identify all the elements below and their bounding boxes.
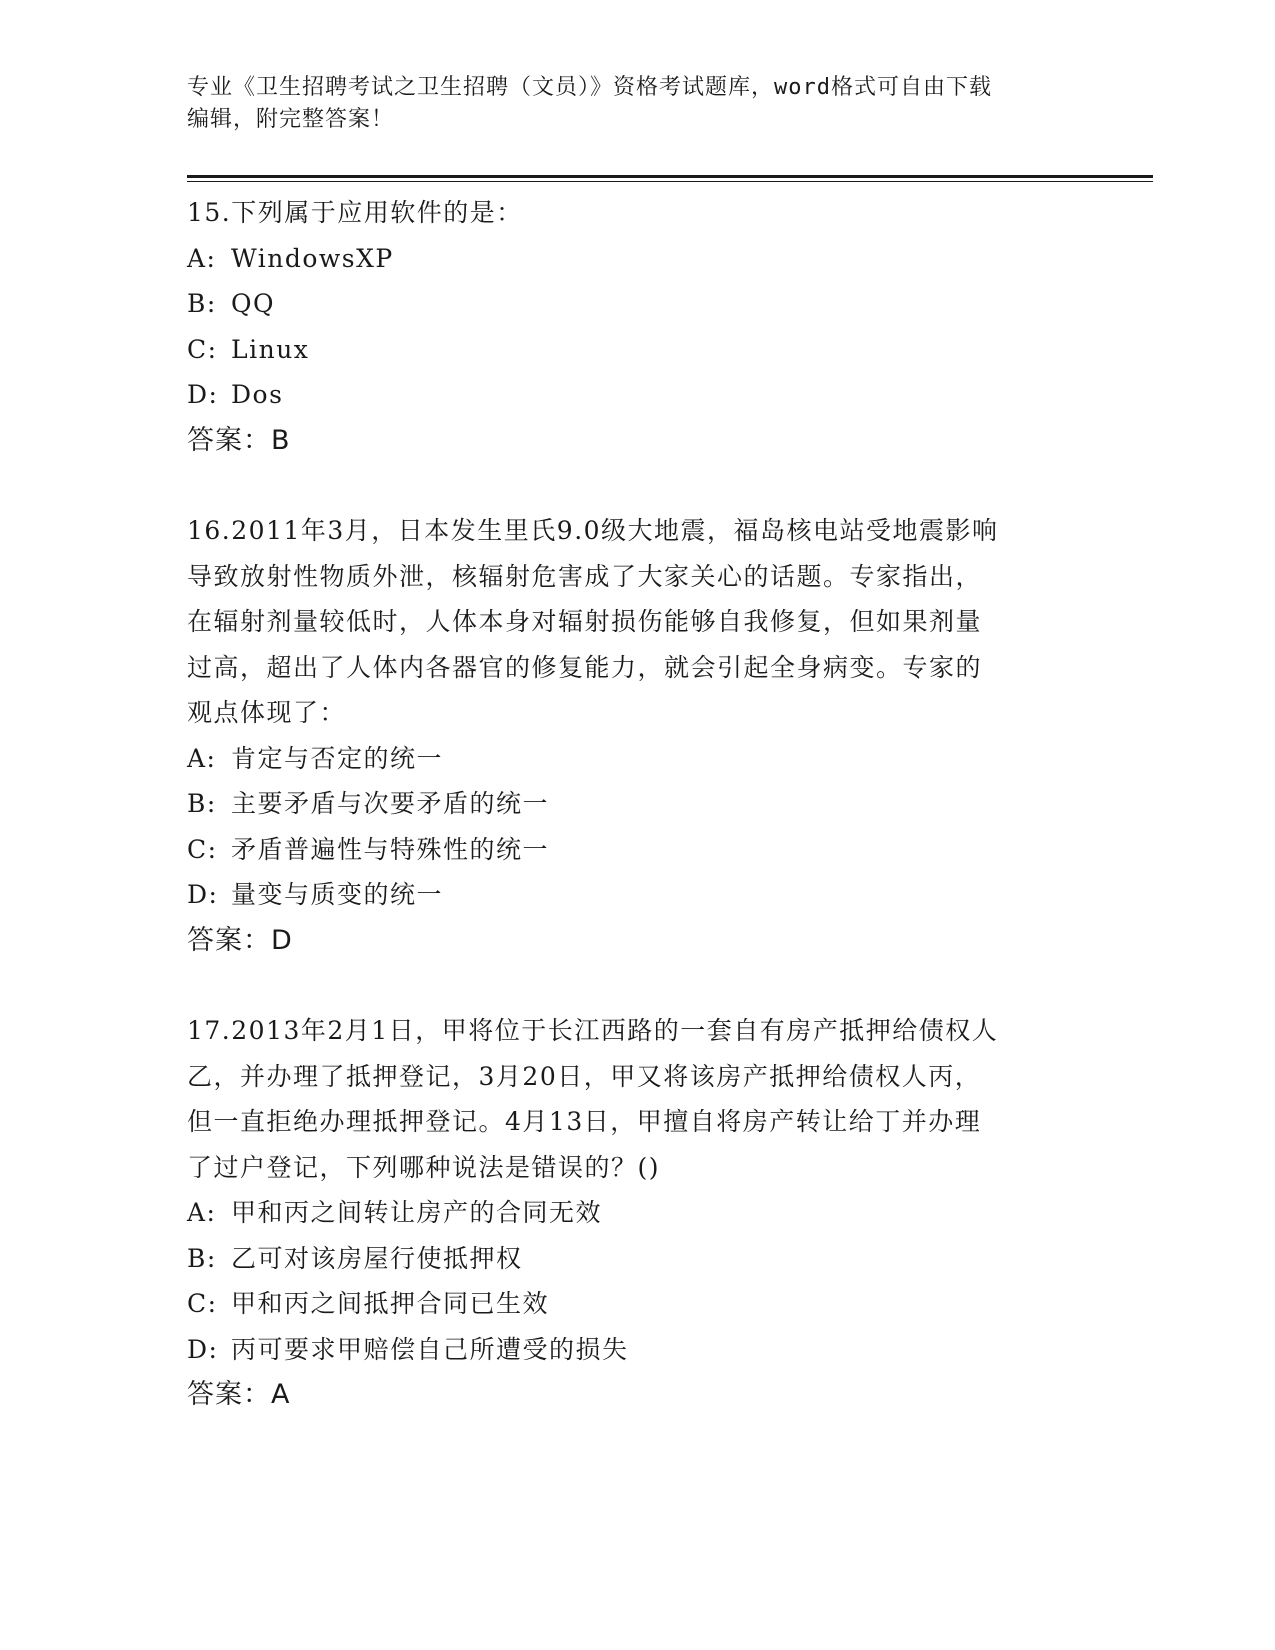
question-15 [187,190,1087,463]
option-c [187,327,1087,373]
option-key: D: [187,1334,219,1364]
header-divider-thick [187,175,1153,178]
option-d [187,372,1087,418]
question-stem-line: 但一直拒绝办理抵押登记。4月13日，甲擅自将房产转让给丁并办理 [187,1107,982,1136]
answer-label: 答案：B [187,424,291,456]
option-c [187,827,1087,873]
question-list [187,190,1087,1418]
option-key: D: [187,880,219,909]
option-b [187,781,1087,827]
option-text: 肯定与否定的统一 [231,743,444,773]
question-17 [187,1008,1087,1418]
option-a [187,236,1087,282]
question-stem-line: 过高，超出了人体内各器官的修复能力，就会引起全身病变。专家的 [187,652,983,682]
question-stem-line: 16.2011年3月，日本发生里氏9.0级大地震，福岛核电站受地震影响 [187,516,999,545]
option-text: QQ [231,289,275,318]
question-stem-line: 乙，并办理了抵押登记，3月20日，甲又将该房产抵押给债权人丙， [187,1061,982,1091]
option-key: B: [187,1243,217,1273]
header-line-1: 专业《卫生招聘考试之卫生招聘（文员）》资格考试题库，word格式可自由下载 [187,75,992,100]
question-stem-line: 17.2013年2月1日，甲将位于长江西路的一套自有房产抵押给债权人 [187,1016,999,1045]
option-text: 甲和丙之间转让房产的合同无效 [231,1198,603,1227]
question-stem-line: 在辐射剂量较低时，人体本身对辐射损伤能够自我修复，但如果剂量 [187,607,983,636]
option-d [187,872,1087,918]
question-16 [187,508,1087,963]
question-stem-line: 导致放射性物质外泄，核辐射危害成了大家关心的话题。专家指出， [187,561,983,591]
option-key: C: [187,1289,218,1318]
document-header [187,72,1067,136]
option-text: 乙可对该房屋行使抵押权 [231,1243,523,1273]
option-key: D: [187,380,219,409]
option-key: B: [187,789,217,818]
option-text: 主要矛盾与次要矛盾的统一 [231,789,550,818]
option-key: A: [187,243,217,273]
option-text: 甲和丙之间抵押合同已生效 [231,1289,550,1318]
header-line-2: 编辑，附完整答案！ [187,107,395,132]
answer-label: 答案：D [187,924,293,956]
option-text: Linux [231,334,310,364]
answer-label: 答案：A [187,1379,291,1410]
option-text: Dos [231,380,284,409]
option-key: C: [187,334,218,364]
question-stem-line: 观点体现了： [187,698,347,727]
option-text: WindowsXP [231,243,394,273]
option-key: A: [187,1198,217,1227]
option-key: B: [187,289,217,318]
header-divider-thin [187,181,1153,182]
option-key: A: [187,743,217,773]
spacer [187,963,1087,1008]
option-a [187,1190,1087,1236]
option-text: 矛盾普遍性与特殊性的统一 [231,834,550,864]
option-key: C: [187,834,218,864]
spacer [187,463,1087,508]
option-b [187,1236,1087,1282]
option-a [187,736,1087,782]
question-stem-line: 15.下列属于应用软件的是： [187,198,523,227]
question-stem-line: 了过户登记，下列哪种说法是错误的？() [187,1152,661,1182]
option-text: 量变与质变的统一 [231,880,444,909]
option-d [187,1327,1087,1373]
option-text: 丙可要求甲赔偿自己所遭受的损失 [231,1334,629,1364]
option-c [187,1281,1087,1327]
option-b [187,281,1087,327]
